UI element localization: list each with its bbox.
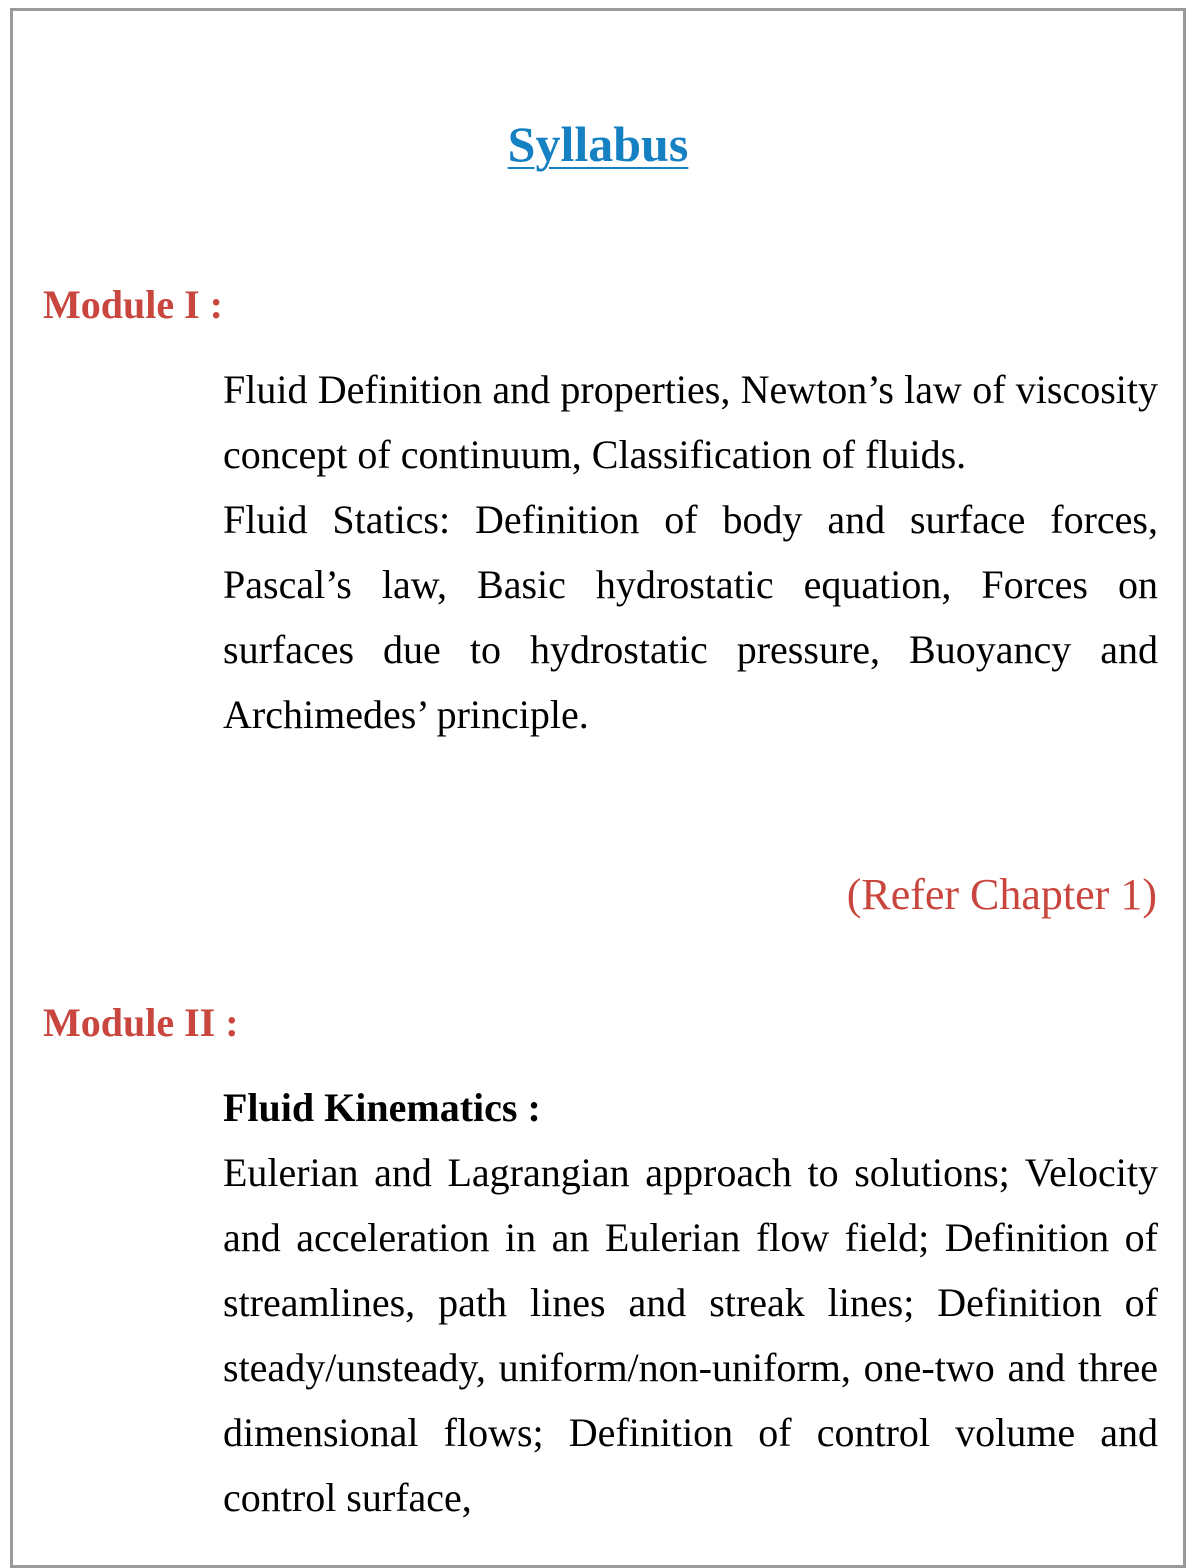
page-title: Syllabus [507, 116, 689, 172]
module-2-content [223, 1075, 1158, 1530]
module-1-content [223, 357, 1158, 747]
module-2-paragraph: Eulerian and Lagrangian approach to solutions; Velocity and acceleration in an Eulerian flow field; Definition of streamlines, path lines and streak lines; Definition of steady/unsteady, uniform/non-uniform, one-two and three dimensional flows; Definition of control volume and control surface, [223, 1150, 1158, 1520]
module-1-paragraph: Fluid Definition and properties, Newton’s law of viscosity concept of continuum, Classification of fluids. [223, 367, 1158, 477]
module-1-reference: (Refer Chapter 1) [846, 870, 1157, 919]
module-2-subheading: Fluid Kinematics : [223, 1085, 541, 1130]
module-1-heading: Module I : [43, 282, 223, 327]
module-2-heading: Module II : [43, 1000, 239, 1045]
document-page [10, 8, 1186, 1568]
module-1-paragraph: Fluid Statics: Definition of body and surface forces, Pascal’s law, Basic hydrostatic equation, Forces on surfaces due to hydrostatic pressure, Buoyancy and Archimedes’ principle. [223, 497, 1158, 737]
